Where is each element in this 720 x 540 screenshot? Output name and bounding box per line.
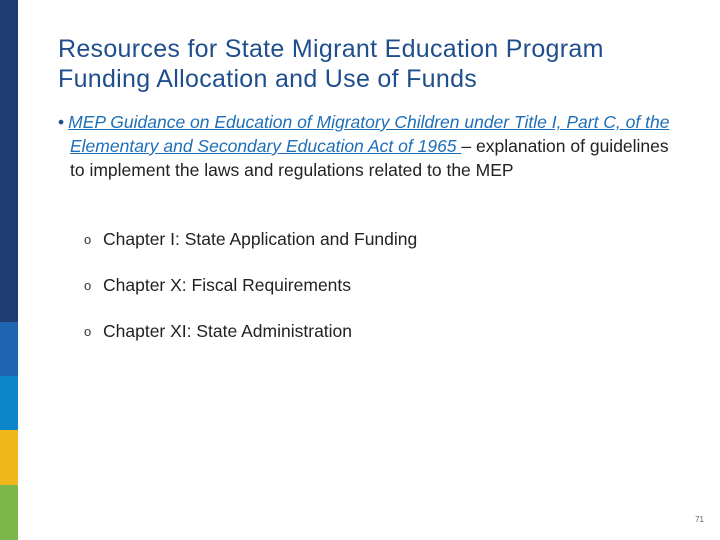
bar-segment-yellow xyxy=(0,430,18,485)
list-item xyxy=(84,318,644,364)
circle-bullet-icon: o xyxy=(84,324,92,339)
list-item xyxy=(84,272,644,318)
guidance-link[interactable]: MEP Guidance on Education of Migratory Children under Title I, Part C, of the Elementary and Secondary Education Act of 1965 xyxy=(68,112,670,156)
bar-segment-blue xyxy=(0,322,18,376)
main-bullet xyxy=(58,110,670,182)
bullet-dot: • xyxy=(58,112,65,132)
list-item-text: Chapter X: Fiscal Requirements xyxy=(103,275,352,295)
bar-segment-navy xyxy=(0,0,18,322)
list-item-text: Chapter XI: State Administration xyxy=(103,321,353,341)
circle-bullet-icon: o xyxy=(84,232,92,247)
list-item xyxy=(84,226,644,272)
bar-segment-light-blue xyxy=(0,376,18,430)
bullet-description: – explanation of guidelines to implement the laws and regulations related to the MEP xyxy=(70,136,669,180)
bar-segment-green xyxy=(0,485,18,540)
chapter-list xyxy=(84,226,644,364)
page-number: 71 xyxy=(695,515,704,524)
slide-title: Resources for State Migrant Education Program Funding Allocation and Use of Funds xyxy=(58,35,604,93)
circle-bullet-icon: o xyxy=(84,278,92,293)
list-item-text: Chapter I: State Application and Funding xyxy=(103,229,418,249)
side-color-bar xyxy=(0,0,18,540)
